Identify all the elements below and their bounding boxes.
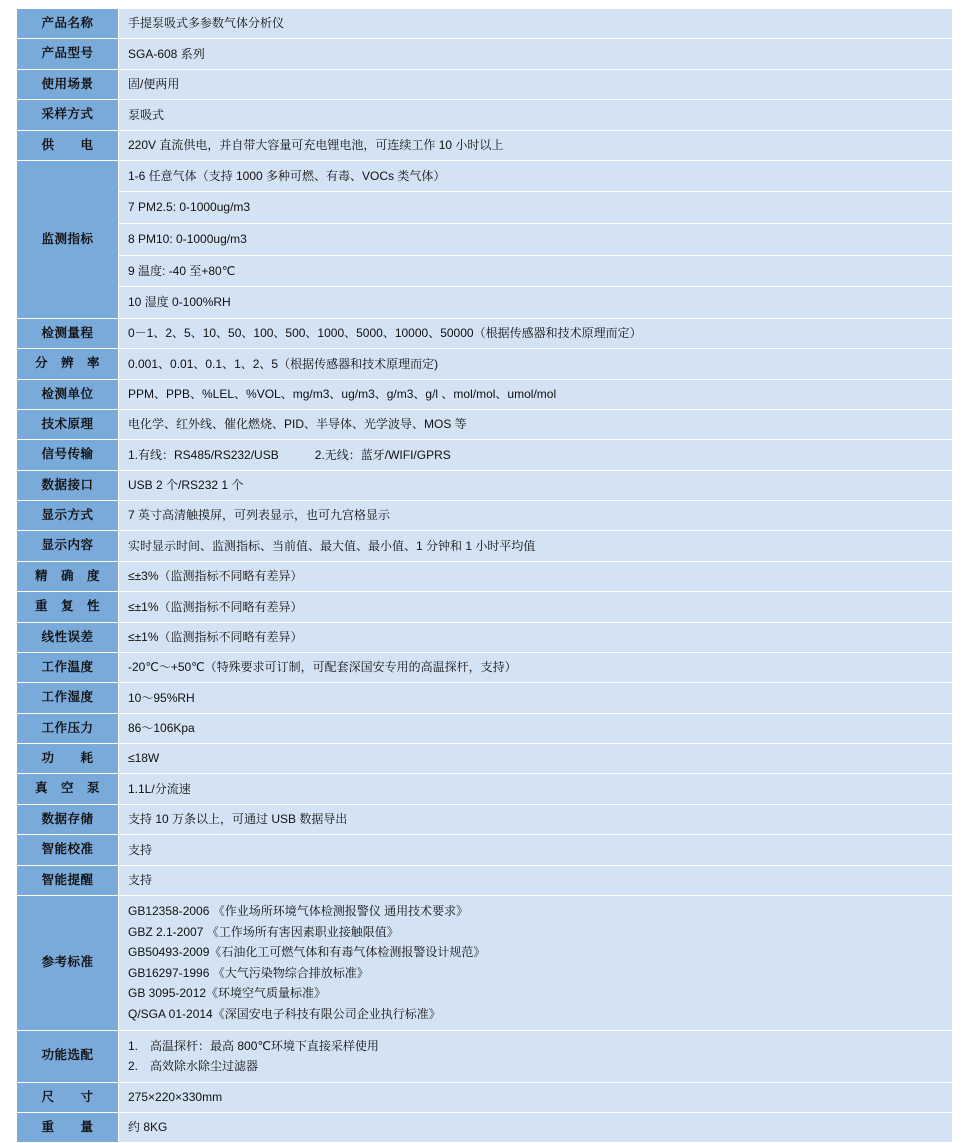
row-value: 220V 直流供电，并自带大容量可充电锂电池，可连续工作 10 小时以上	[119, 130, 953, 160]
row-label: 工作压力	[17, 713, 119, 743]
row-value: 0－1、2、5、10、50、100、500、1000、5000、10000、50000（根据传感器和技术原理而定）	[119, 318, 953, 348]
row-label: 数据接口	[17, 470, 119, 500]
row-value: USB 2 个/RS232 1 个	[119, 470, 953, 500]
optional-function-item: 2. 高效除水除尘过滤器	[128, 1059, 259, 1074]
table-row-monitor-indicators	[17, 160, 953, 192]
table-row	[17, 622, 953, 652]
reference-standard-item: GB16297-1996 《大气污染物综合排放标准》	[128, 965, 369, 980]
table-row	[17, 130, 953, 160]
table-row	[17, 561, 953, 591]
table-row	[17, 592, 953, 622]
row-label: 真 空 泵	[17, 774, 119, 804]
row-value: 电化学、红外线、催化燃烧、PID、半导体、光学波导、MOS 等	[119, 409, 953, 439]
table-row	[17, 531, 953, 561]
row-label: 采样方式	[17, 100, 119, 130]
row-label: 分 辨 率	[17, 349, 119, 379]
row-label: 数据存储	[17, 804, 119, 834]
table-row	[17, 865, 953, 895]
reference-standard-item: Q/SGA 01-2014《深国安电子科技有限公司企业执行标准》	[128, 1006, 441, 1021]
table-row	[17, 774, 953, 804]
row-value: 0.001、0.01、0.1、1、2、5（根据传感器和技术原理而定)	[119, 349, 953, 379]
table-row	[17, 652, 953, 682]
row-value: 7 英寸高清触摸屏，可列表显示，也可九宫格显示	[119, 501, 953, 531]
row-label: 产品名称	[17, 9, 119, 39]
row-value: 支持	[119, 835, 953, 865]
reference-standard-item: GBZ 2.1-2007 《工作场所有害因素职业接触限值》	[128, 924, 399, 939]
table-row	[17, 713, 953, 743]
table-row-monitor-indicators	[17, 224, 953, 256]
monitor-indicator-item: 9 温度: -40 至+80℃	[119, 255, 953, 287]
table-row-monitor-indicators	[17, 287, 953, 319]
row-value: ≤18W	[119, 744, 953, 774]
row-label: 线性误差	[17, 622, 119, 652]
monitor-indicator-item: 7 PM2.5: 0-1000ug/m3	[119, 192, 953, 224]
table-row	[17, 379, 953, 409]
reference-standard-item: GB 3095-2012《环境空气质量标准》	[128, 986, 327, 1001]
row-value: 86～106Kpa	[119, 713, 953, 743]
table-row	[17, 409, 953, 439]
row-label: 显示方式	[17, 501, 119, 531]
row-label: 工作温度	[17, 652, 119, 682]
row-label: 产品型号	[17, 39, 119, 69]
table-row	[17, 349, 953, 379]
row-value: 固/便两用	[119, 69, 953, 99]
row-value: 支持 10 万条以上，可通过 USB 数据导出	[119, 804, 953, 834]
row-label: 参考标准	[17, 895, 119, 1030]
row-label: 功 耗	[17, 744, 119, 774]
row-value: 10～95%RH	[119, 683, 953, 713]
table-row-monitor-indicators	[17, 192, 953, 224]
row-label: 尺 寸	[17, 1082, 119, 1112]
row-label: 智能校准	[17, 835, 119, 865]
row-value: SGA-608 系列	[119, 39, 953, 69]
monitor-indicator-item: 1-6 任意气体（支持 1000 多种可燃、有毒、VOCs 类气体）	[119, 160, 953, 192]
product-spec-table	[16, 8, 953, 1143]
table-row	[17, 9, 953, 39]
row-label: 智能提醒	[17, 865, 119, 895]
row-label: 技术原理	[17, 409, 119, 439]
row-label: 精 确 度	[17, 561, 119, 591]
table-row	[17, 1082, 953, 1112]
table-row	[17, 835, 953, 865]
row-value: ≤±1%（监测指标不同略有差异）	[119, 622, 953, 652]
optional-functions-list	[119, 1030, 953, 1082]
table-row	[17, 318, 953, 348]
table-row	[17, 69, 953, 99]
row-value: 1.有线：RS485/RS232/USB 2.无线：蓝牙/WIFI/GPRS	[119, 440, 953, 470]
table-row	[17, 470, 953, 500]
row-label: 重 复 性	[17, 592, 119, 622]
row-label: 功能选配	[17, 1030, 119, 1082]
row-value: -20℃～+50℃（特殊要求可订制，可配套深国安专用的高温探杆，支持）	[119, 652, 953, 682]
row-label: 检测量程	[17, 318, 119, 348]
row-value: 实时显示时间、监测指标、当前值、最大值、最小值、1 分钟和 1 小时平均值	[119, 531, 953, 561]
table-row-monitor-indicators	[17, 255, 953, 287]
row-value: 275×220×330mm	[119, 1082, 953, 1112]
row-label: 检测单位	[17, 379, 119, 409]
row-value: 约 8KG	[119, 1113, 953, 1143]
optional-function-item: 1. 高温探杆：最高 800℃环境下直接采样使用	[128, 1038, 379, 1053]
row-value: 支持	[119, 865, 953, 895]
row-label: 显示内容	[17, 531, 119, 561]
row-value: ≤±3%（监测指标不同略有差异）	[119, 561, 953, 591]
row-label: 工作湿度	[17, 683, 119, 713]
reference-standard-item: GB50493-2009《石油化工可燃气体和有毒气体检测报警设计规范》	[128, 945, 486, 960]
monitor-indicator-item: 10 湿度 0-100%RH	[119, 287, 953, 319]
table-row	[17, 683, 953, 713]
table-row	[17, 100, 953, 130]
reference-standard-item: GB12358-2006 《作业场所环境气体检测报警仪 通用技术要求》	[128, 903, 469, 918]
row-label: 监测指标	[17, 160, 119, 318]
row-label: 供 电	[17, 130, 119, 160]
row-label: 信号传输	[17, 440, 119, 470]
row-value: 泵吸式	[119, 100, 953, 130]
table-row	[17, 744, 953, 774]
row-value: ≤±1%（监测指标不同略有差异）	[119, 592, 953, 622]
table-row	[17, 39, 953, 69]
table-row	[17, 804, 953, 834]
table-row	[17, 440, 953, 470]
row-value: 1.1L/分流速	[119, 774, 953, 804]
table-row	[17, 501, 953, 531]
table-row-optional-functions	[17, 1030, 953, 1082]
monitor-indicator-item: 8 PM10: 0-1000ug/m3	[119, 224, 953, 256]
row-value: PPM、PPB、%LEL、%VOL、mg/m3、ug/m3、g/m3、g/l 、mol/mol、umol/mol	[119, 379, 953, 409]
table-row	[17, 1113, 953, 1143]
row-label: 使用场景	[17, 69, 119, 99]
row-value: 手提泵吸式多参数气体分析仪	[119, 9, 953, 39]
row-label: 重 量	[17, 1113, 119, 1143]
